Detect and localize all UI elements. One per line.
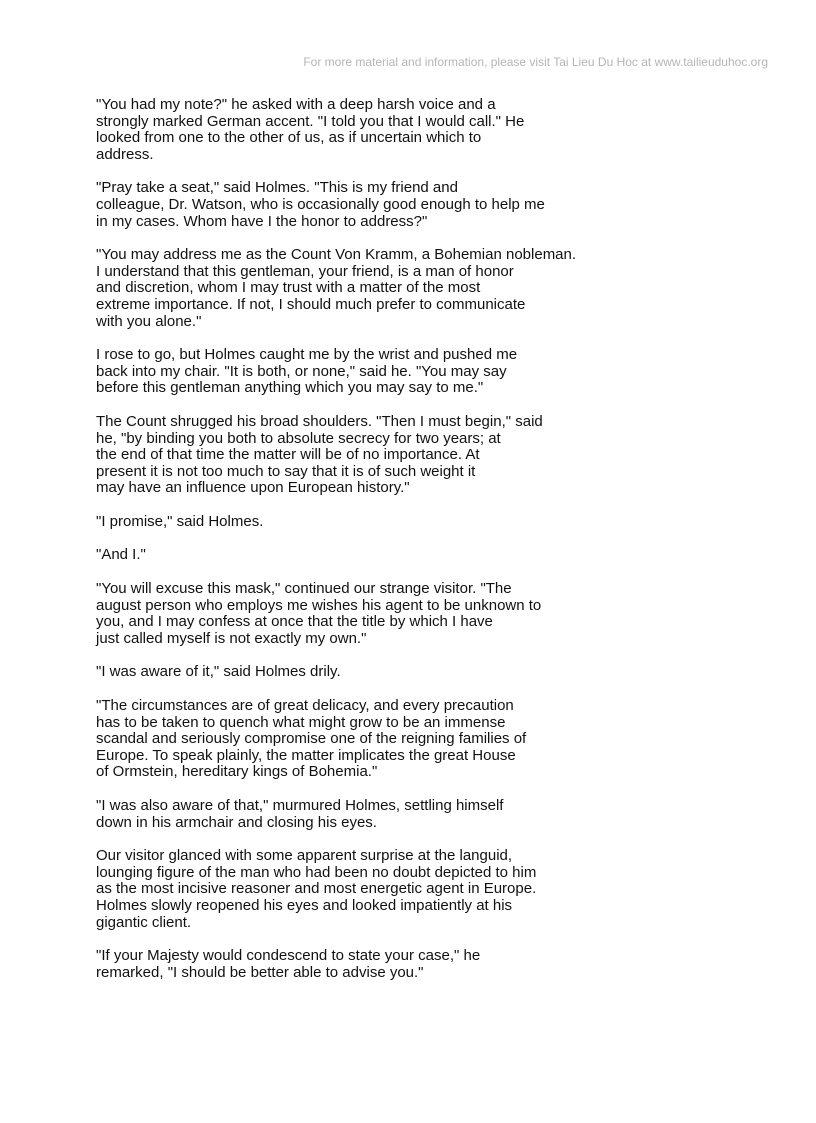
text-line: before this gentleman anything which you may say to me." [96,379,484,397]
paragraph [96,247,616,330]
text-line: "And I." [96,546,146,564]
text-line: "I was also aware of that," murmured Holmes, settling himself [96,797,504,814]
text-line: I rose to go, but Holmes caught me by the wrist and pushed me [96,346,518,364]
text-line: "You will excuse this mask," continued our strange visitor. "The [96,580,512,598]
text-line: may have an influence upon European history." [96,479,410,497]
text-line: you, and I may confess at once that the title by which I have [96,613,493,631]
text-line: colleague, Dr. Watson, who is occasionally good enough to help me [96,195,545,213]
text-line: scandal and seriously compromise one of the reigning families of [96,730,527,748]
text-line: looked from one to the other of us, as if uncertain which to [96,129,482,147]
text-line: Our visitor glanced with some apparent surprise at the languid, [96,847,513,865]
paragraph [96,664,616,681]
text-line: "Pray take a seat," said Holmes. "This is my friend and [96,179,458,197]
text-line: lounging figure of the man who had been no doubt depicted to him [96,863,537,881]
text-line: "The circumstances are of great delicacy, and every precaution [96,697,514,715]
paragraph [96,698,616,781]
text-line: extreme importance. If not, I should much prefer to communicate [96,295,526,313]
text-line: Holmes slowly reopened his eyes and looked impatiently at his [96,896,513,914]
text-line: "If your Majesty would condescend to state your case," he [96,947,481,965]
text-line: in my cases. Whom have I the honor to address?" [96,212,428,230]
body-text [96,97,616,998]
text-line: august person who employs me wishes his agent to be unknown to [96,596,542,614]
text-line: I understand that this gentleman, your friend, is a man of honor [96,262,514,280]
text-line: "I promise," said Holmes. [96,512,264,530]
text-line: address. [96,145,154,163]
text-line: as the most incisive reasoner and most energetic agent in Europe. [96,880,537,898]
text-line: "You may address me as the Count Von Kramm, a Bohemian nobleman. [96,246,577,264]
paragraph [96,948,616,981]
text-line: The Count shrugged his broad shoulders. "Then I must begin," said [96,412,543,430]
text-line: and discretion, whom I may trust with a matter of the most [96,279,481,297]
paragraph [96,414,616,497]
text-line: back into my chair. "It is both, or none," said he. "You may say [96,362,507,380]
paragraph [96,347,616,397]
text-line: with you alone." [96,312,202,330]
text-line: down in his armchair and closing his eyes. [96,813,377,831]
text-line: just called myself is not exactly my own." [96,629,367,647]
text-line: has to be taken to quench what might grow to be an immense [96,713,506,731]
text-line: gigantic client. [96,913,192,931]
paragraph [96,848,616,931]
text-line: "You had my note?" he asked with a deep harsh voice and a [96,96,496,113]
text-line: Europe. To speak plainly, the matter implicates the great House [96,746,516,764]
text-line: remarked, "I should be better able to advise you." [96,963,424,981]
paragraph [96,798,616,831]
header-note: For more material and information, please visit Tai Lieu Du Hoc at www.tailieuduhoc.org [303,55,768,69]
text-line: "I was aware of it," said Holmes drily. [96,663,341,681]
text-line: he, "by binding you both to absolute secrecy for two years; at [96,429,501,447]
paragraph [96,180,616,230]
text-line: the end of that time the matter will be of no importance. At [96,446,480,464]
text-line: of Ormstein, hereditary kings of Bohemia." [96,763,378,781]
text-line: present it is not too much to say that it is of such weight it [96,462,476,480]
paragraph [96,547,616,564]
paragraph [96,97,616,163]
paragraph [96,514,616,531]
text-line: strongly marked German accent. "I told you that I would call." He [96,112,525,130]
paragraph [96,581,616,647]
